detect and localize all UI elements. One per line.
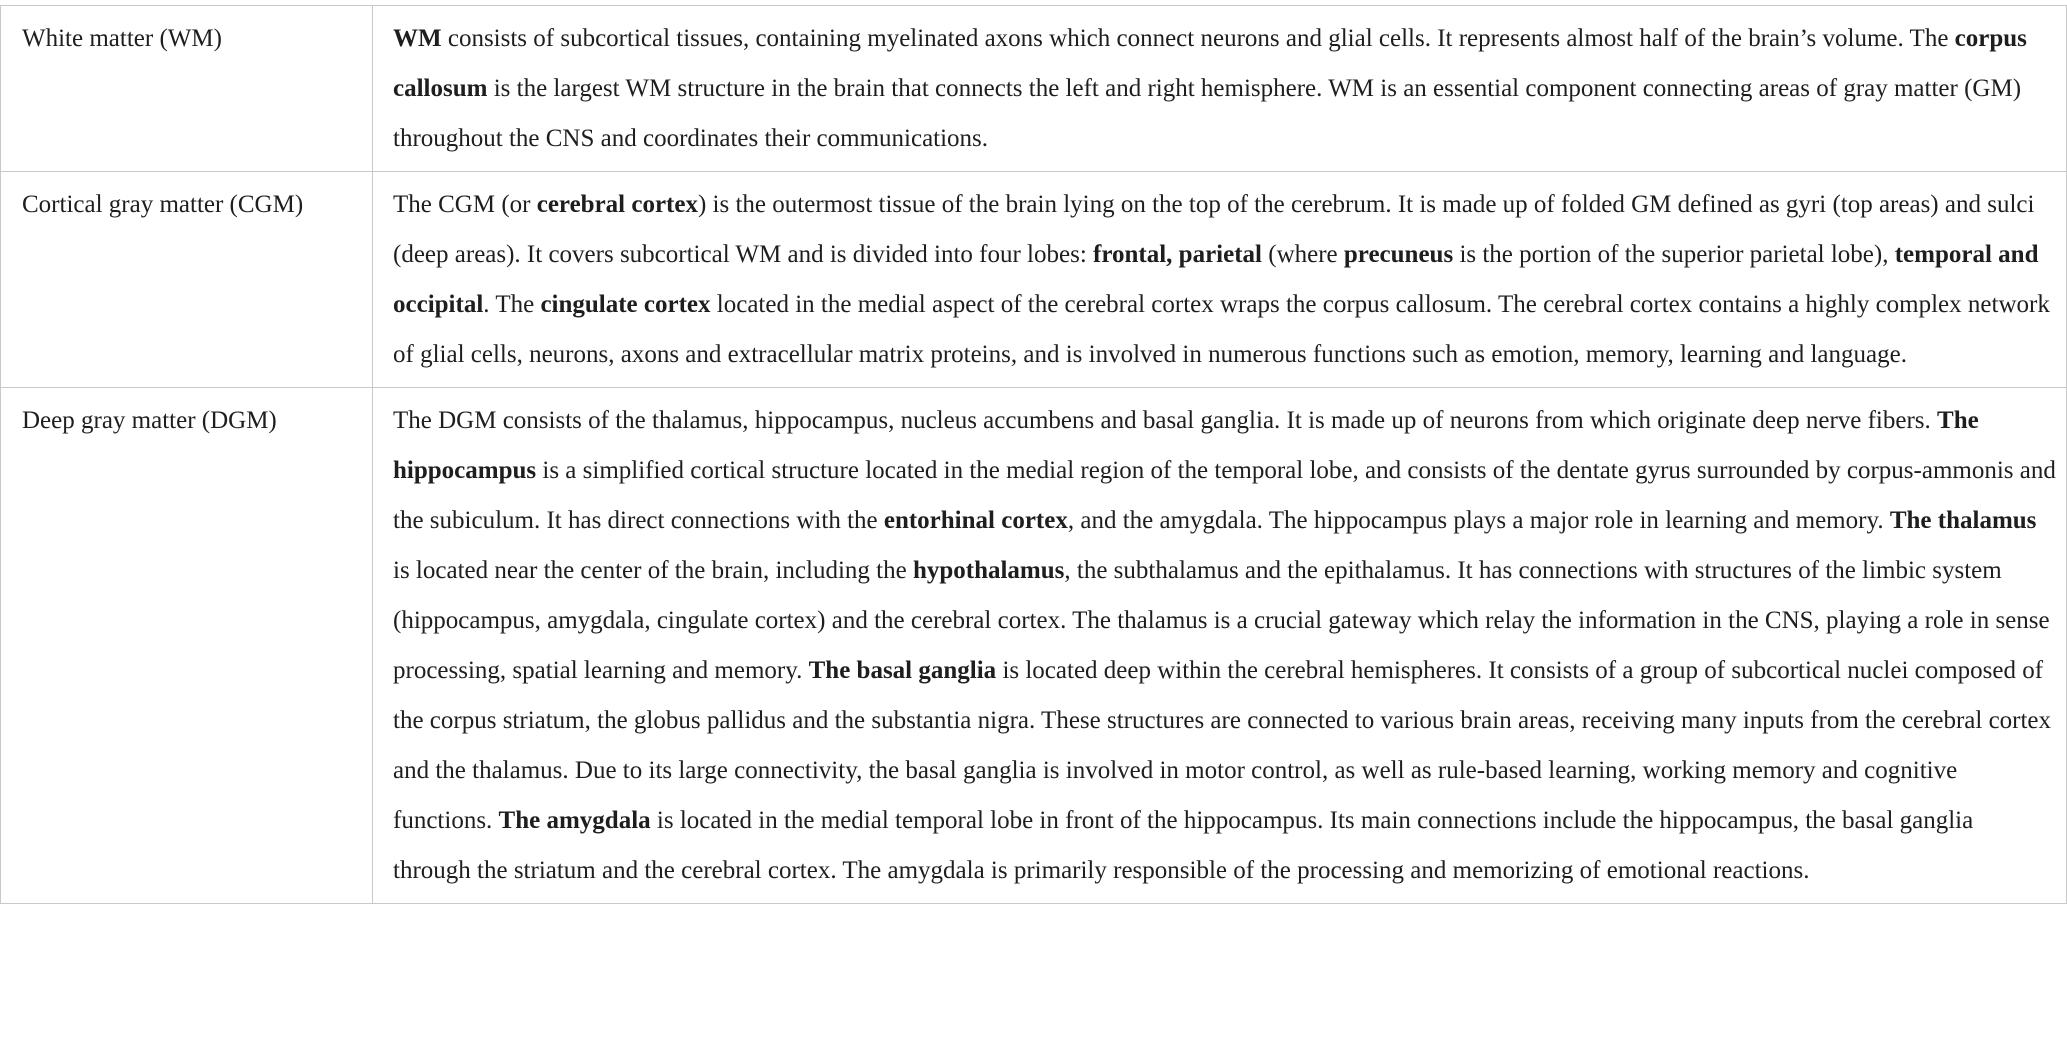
term-amygdala: The amygdala xyxy=(498,807,651,834)
term-corpus-callosum: corpus callosum xyxy=(393,25,2027,102)
description-text: The CGM (or xyxy=(393,191,537,218)
table-body xyxy=(1,6,2067,904)
description-text: consists of subcortical tissues, containing myelinated axons which connect neurons and glial cells. It represents almost half of the brain’s volume. The xyxy=(441,25,1955,52)
row-description-cell xyxy=(373,6,2067,172)
term-hippocampus: The hippocampus xyxy=(393,407,1979,484)
description-text: is located near the center of the brain, including the xyxy=(393,557,913,584)
term-frontal-parietal: frontal, parietal xyxy=(1093,241,1262,268)
term-hypothalamus: hypothalamus xyxy=(912,557,1065,584)
description-text: , and the amygdala. The hippocampus plays a major role in learning and memory. xyxy=(1067,507,1890,534)
row-label: Deep gray matter (DGM) xyxy=(22,407,277,434)
description-text: is the largest WM structure in the brain that connects the left and right hemisphere. WM is an essential component connecting areas of gray matter (GM) throughout the CNS and coordinates their communications. xyxy=(393,75,2022,152)
description-text: , the subthalamus and the epithalamus. It has connections with structures of the limbic system (hippocampus, amygdala, cingulate cortex) and the cerebral cortex. The thalamus is a crucial gateway which relay the information in the CNS, playing a role in sense processing, spatial learning and memory. xyxy=(393,557,2050,684)
term-basal-ganglia: The basal ganglia xyxy=(808,657,997,684)
term-cingulate-cortex: cingulate cortex xyxy=(540,291,711,318)
row-description-cell xyxy=(373,172,2067,388)
table-row-deep-gray-matter xyxy=(1,388,2067,904)
description-text: located in the medial aspect of the cerebral cortex wraps the corpus callosum. The cerebral cortex contains a highly complex network of glial cells, neurons, axons and extracellular matrix proteins, and is involved in numerous functions such as emotion, memory, learning and language. xyxy=(393,291,2050,368)
description-text: ) is the outermost tissue of the brain lying on the top of the cerebrum. It is made up of folded GM defined as gyri (top areas) and sulci (deep areas). It covers subcortical WM and is divided into four lobes: xyxy=(393,191,2035,268)
description-text: (where xyxy=(1262,241,1344,268)
term-cerebral-cortex: cerebral cortex xyxy=(536,191,698,218)
row-description-cell xyxy=(373,388,2067,904)
term-entorhinal-cortex: entorhinal cortex xyxy=(883,507,1068,534)
row-label-cell xyxy=(1,6,373,172)
row-label-cell xyxy=(1,388,373,904)
description-text: The DGM consists of the thalamus, hippocampus, nucleus accumbens and basal ganglia. It is made up of neurons from which originate deep nerve fibers. xyxy=(393,407,1938,434)
brain-regions-table xyxy=(0,5,2067,904)
term-temporal-occipital: temporal and occipital xyxy=(393,241,2039,318)
description-text: is located deep within the cerebral hemispheres. It consists of a group of subcortical nuclei composed of the corpus striatum, the globus pallidus and the substantia nigra. These structures are connected to various brain areas, receiving many inputs from the cerebral cortex and the thalamus. Due to its large connectivity, the basal ganglia is involved in motor control, as well as rule-based learning, working memory and cognitive functions. xyxy=(393,657,2052,834)
table-row-white-matter xyxy=(1,6,2067,172)
row-label: Cortical gray matter (CGM) xyxy=(22,191,304,218)
term-wm: WM xyxy=(393,25,442,52)
table-row-cortical-gray-matter xyxy=(1,172,2067,388)
term-thalamus: The thalamus xyxy=(1889,507,2037,534)
term-precuneus: precuneus xyxy=(1343,241,1454,268)
description-text: is located in the medial temporal lobe in front of the hippocampus. Its main connections include the hippocampus, the basal ganglia through the striatum and the cerebral cortex. The amygdala is primarily responsible of the processing and memorizing of emotional reactions. xyxy=(393,807,1974,884)
description-text: . The xyxy=(483,291,541,318)
row-label-cell xyxy=(1,172,373,388)
description-text: is a simplified cortical structure located in the medial region of the temporal lobe, and consists of the dentate gyrus surrounded by corpus-ammonis and the subiculum. It has direct connections with the xyxy=(393,457,2056,534)
row-label: White matter (WM) xyxy=(22,25,222,52)
description-text: is the portion of the superior parietal lobe), xyxy=(1453,241,1895,268)
